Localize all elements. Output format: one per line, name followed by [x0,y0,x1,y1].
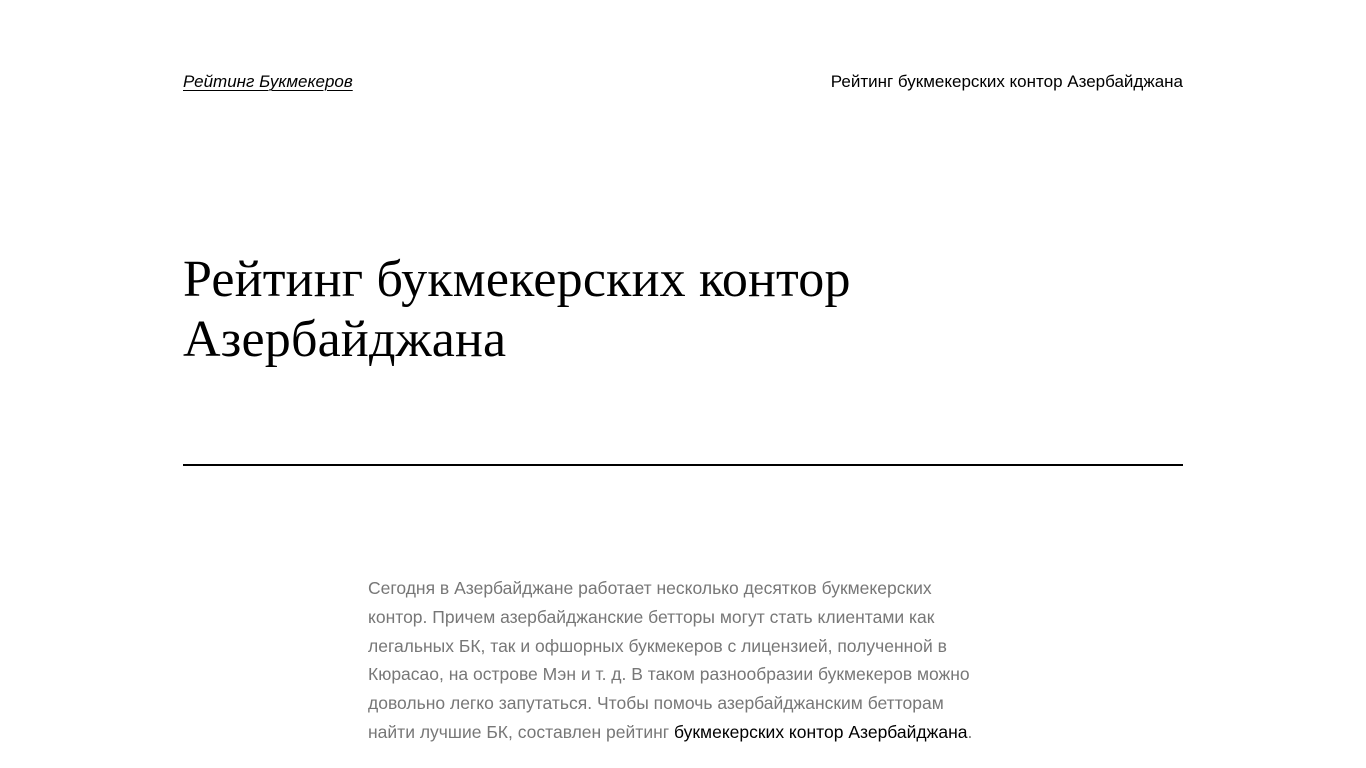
intro-paragraph [368,574,990,747]
site-title-link[interactable]: Рейтинг Букмекеров [183,72,353,91]
title-separator [183,464,1183,466]
page-title: Рейтинг букмекерских контор Азербайджана [183,251,851,368]
intro-paragraph-text: Сегодня в Азербайджане работает несколько десятков букмекерских контор. Причем азербайджанские бетторы могут стать клиентами как легальных БК, так и офшорных букмекеров с лицензией, полученной в Кюрасао, на острове Мэн и т. д. В таком разнообразии букмекеров можно довольно легко запутаться. Чтобы помочь азербайджанским бетторам найти лучшие БК, составлен рейтинг [368,578,970,742]
intro-paragraph-trailing: . [967,721,973,742]
site-header [183,68,1183,96]
nav-link-rating-azerbaijan[interactable]: Рейтинг букмекерских контор Азербайджана [830,72,1183,91]
bookmakers-azerbaijan-link[interactable]: букмекерских контор Азербайджана [674,721,968,742]
